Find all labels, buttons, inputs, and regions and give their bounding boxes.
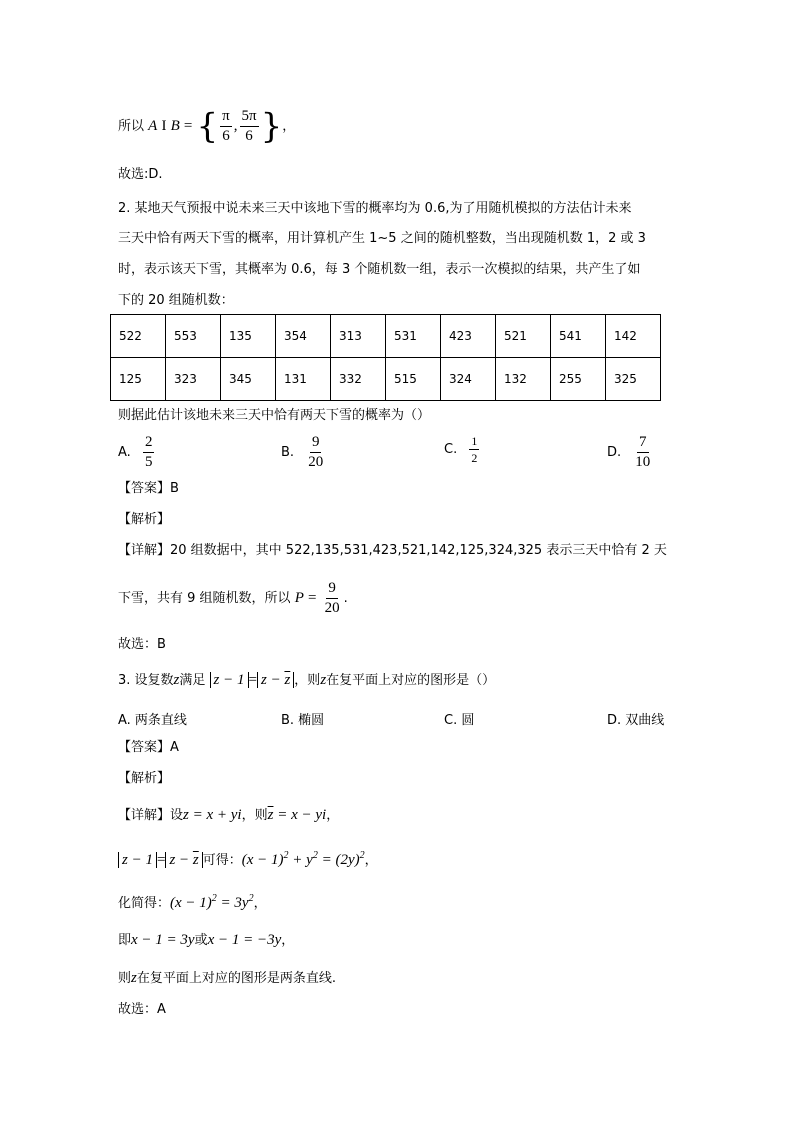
random-number-table xyxy=(110,314,661,401)
option-label: C. xyxy=(444,442,458,457)
text: ， xyxy=(253,896,267,911)
q3-step-2 xyxy=(118,847,378,870)
fraction: $\frac{7}{10}$ xyxy=(635,434,651,470)
table-cell: 135 xyxy=(221,315,276,358)
text: 3. 设复数 xyxy=(118,673,174,688)
table-cell: 515 xyxy=(386,358,441,401)
text: 化简得： xyxy=(118,896,171,911)
table-cell: 142 xyxy=(606,315,661,358)
table-cell: 522 xyxy=(111,315,166,358)
math-eq: = xyxy=(248,672,257,688)
q2-question: 则据此估计该地未来三天中恰有两天下雪的概率为（） xyxy=(118,408,431,423)
q2-line1: 2. 某地天气预报中说未来三天中该地下雪的概率均为 0.6,为了用随机模拟的方法估计未来 xyxy=(118,201,632,216)
math: z = x + yi xyxy=(183,807,242,823)
math: $(x - 1)^2 = 3y^2$ xyxy=(170,893,254,911)
option-label: B. xyxy=(281,445,295,460)
math-z: z xyxy=(173,672,180,688)
q3-choose: 故选：A xyxy=(118,1002,166,1017)
abs-expr: z − 1 xyxy=(118,852,157,868)
table-cell: 553 xyxy=(166,315,221,358)
q2-line3: 时，表示该天下雪，其概率为 0.6，每 3 个随机数一组，表示一次模拟的结果，共产生了如 xyxy=(118,262,641,277)
q2-option-c xyxy=(444,434,481,465)
text: ，则 xyxy=(241,808,268,823)
table-cell: 131 xyxy=(276,358,331,401)
q2-line2: 三天中恰有两天下雪的概率，用计算机产生 1~5 之间的随机整数，当出现随机数 1，2 或 3 xyxy=(118,231,646,246)
q2-detail-2 xyxy=(118,578,348,619)
table-cell: 132 xyxy=(496,358,551,401)
math-sep: I xyxy=(161,118,167,134)
q3-line xyxy=(118,671,495,690)
math: x − 1 = 3y xyxy=(131,932,195,948)
text: 所以 xyxy=(118,119,145,134)
math: $(x - 1)^2 + y^2 = (2y)^2$ xyxy=(241,850,365,868)
math-eq: = xyxy=(156,852,166,868)
q2-detail-1: 【详解】20 组数据中，其中 522,135,531,423,521,142,125,324,325 表示三天中恰有 2 天 xyxy=(118,543,667,558)
text: ，则 xyxy=(294,673,321,688)
text: . xyxy=(343,591,348,606)
comma: , xyxy=(233,118,238,134)
table-cell: 345 xyxy=(221,358,276,401)
fraction: $\frac{\pi}{6}$ xyxy=(222,108,230,144)
option-label: D. xyxy=(607,445,622,460)
table-row xyxy=(111,315,661,358)
table-cell: 531 xyxy=(386,315,441,358)
text: 下雪，共有 9 组随机数，所以 xyxy=(118,591,291,606)
table-cell: 325 xyxy=(606,358,661,401)
q2-option-d xyxy=(607,434,654,471)
math-b: B xyxy=(170,118,180,134)
q3-step-3 xyxy=(118,890,267,913)
abs-expr: $z - \overline{z}$ xyxy=(165,852,202,868)
option-label: A. xyxy=(118,445,131,460)
math-eq: = xyxy=(183,118,193,134)
fraction: $\frac{9}{20}$ xyxy=(324,580,340,616)
fraction: $\frac{5\pi}{6}$ xyxy=(241,108,257,144)
q3-step-4 xyxy=(118,931,294,950)
q3-analysis: 【解析】 xyxy=(118,771,171,786)
math-zbar: $\overline{z}$ xyxy=(267,807,274,823)
q3-option-a: A. 两条直线 xyxy=(118,713,187,728)
math: x − 1 = −3y xyxy=(207,932,282,948)
table-cell: 423 xyxy=(441,315,496,358)
text: ， xyxy=(364,853,378,868)
table-row xyxy=(111,358,661,401)
q3-option-d: D. 双曲线 xyxy=(607,713,665,728)
math: = x − yi xyxy=(273,807,327,823)
text: 则 xyxy=(118,971,132,986)
text: 即 xyxy=(118,933,132,948)
table-cell: 332 xyxy=(331,358,386,401)
q3-option-b: B. 椭圆 xyxy=(281,713,325,728)
q3-option-c: C. 圆 xyxy=(444,713,475,728)
q3-step-5 xyxy=(118,969,336,988)
text: ， xyxy=(326,808,340,823)
math-p: P xyxy=(294,590,304,606)
table-cell: 521 xyxy=(496,315,551,358)
fraction: $\frac{9}{20}$ xyxy=(308,434,324,470)
text: 或 xyxy=(194,933,208,948)
math-z: z xyxy=(131,970,137,986)
abs-expr: $z - \overline{z}$ xyxy=(257,672,294,688)
math-z: z xyxy=(320,672,327,688)
text: 【详解】设 xyxy=(118,808,184,823)
text: ， xyxy=(282,119,296,134)
q2-choose: 故选：B xyxy=(118,637,166,652)
table-cell: 541 xyxy=(551,315,606,358)
q2-answer: 【答案】B xyxy=(118,481,179,496)
table-cell: 323 xyxy=(166,358,221,401)
text: 可得： xyxy=(202,853,242,868)
table-cell: 324 xyxy=(441,358,496,401)
q2-option-b xyxy=(281,434,327,471)
table-cell: 125 xyxy=(111,358,166,401)
left-brace: { xyxy=(196,106,219,147)
text: ， xyxy=(281,933,295,948)
q2-line4: 下的 20 组随机数： xyxy=(118,293,234,308)
q2-analysis: 【解析】 xyxy=(118,512,171,527)
text: 在复平面上对应的图形是（） xyxy=(326,673,496,688)
conclusion-line xyxy=(118,106,295,147)
q3-step-1 xyxy=(118,806,339,825)
abs-expr: z − 1 xyxy=(210,672,249,688)
choose-d: 故选:D. xyxy=(118,167,163,182)
fraction: $\frac{1}{2}$ xyxy=(471,434,478,465)
text: 满足 xyxy=(179,673,206,688)
table-cell: 255 xyxy=(551,358,606,401)
q3-answer: 【答案】A xyxy=(118,740,179,755)
right-brace: } xyxy=(260,106,283,147)
q2-option-a xyxy=(118,434,156,471)
table-cell: 354 xyxy=(276,315,331,358)
table-cell: 313 xyxy=(331,315,386,358)
math-eq: = xyxy=(308,590,317,606)
math-a: A xyxy=(148,118,158,134)
fraction: $\frac{2}{5}$ xyxy=(144,434,153,470)
text: 在复平面上对应的图形是两条直线. xyxy=(136,971,336,986)
